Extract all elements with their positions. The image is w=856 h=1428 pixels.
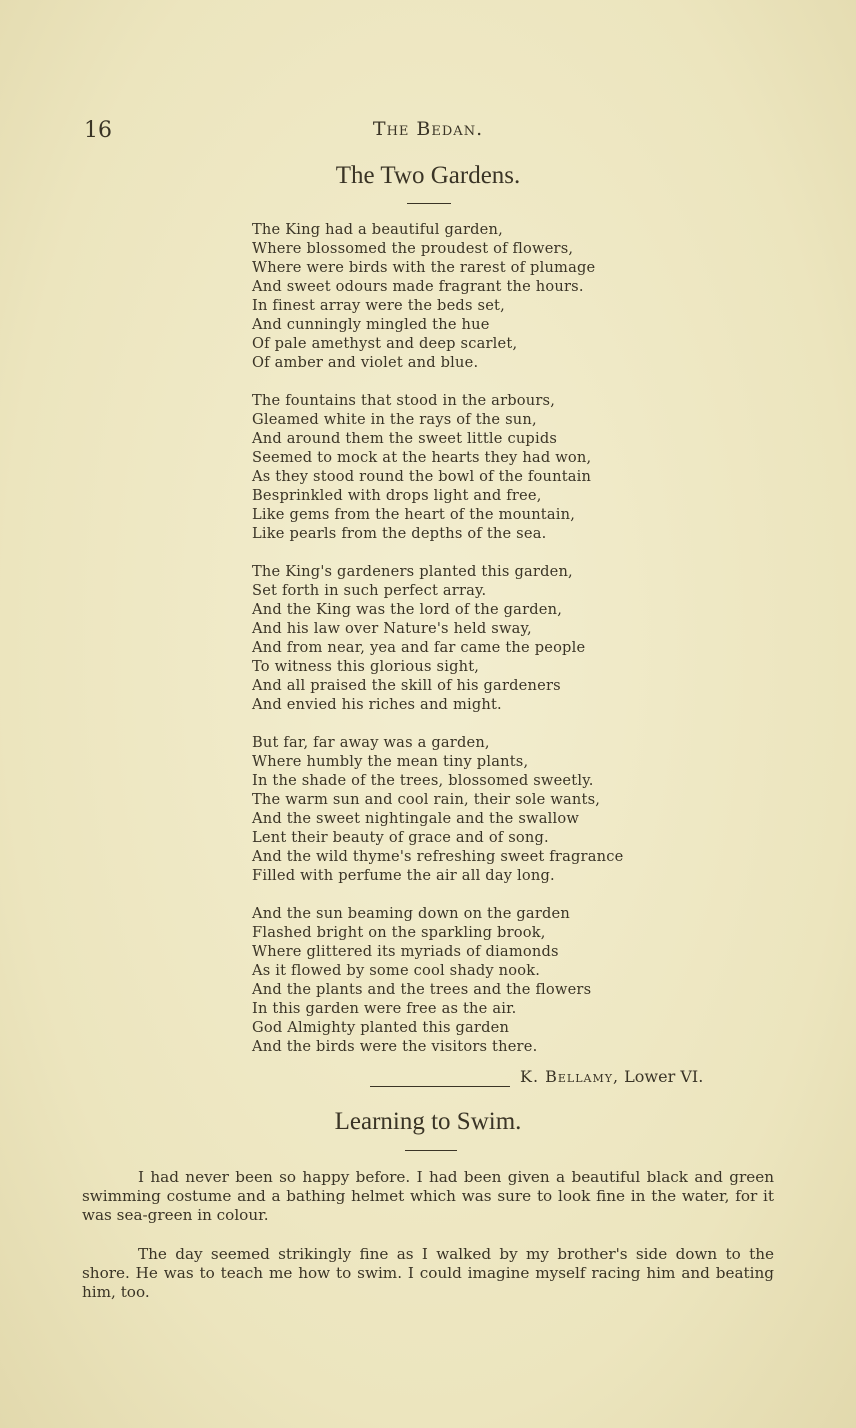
author-form: Lower VI. [624, 1067, 704, 1086]
page-number: 16 [84, 118, 112, 143]
poem-line: As they stood round the bowl of the fountain [252, 468, 592, 485]
poem-line: And all praised the skill of his gardeners [252, 677, 561, 694]
poem-line: As it flowed by some cool shady nook. [252, 962, 541, 979]
poem-line: Seemed to mock at the hearts they had won, [252, 449, 592, 466]
poem-line: The warm sun and cool rain, their sole wants, [252, 791, 601, 808]
poem-line: And the King was the lord of the garden, [252, 601, 563, 618]
poem-line: And around them the sweet little cupids [252, 430, 558, 447]
poem-line: Where humbly the mean tiny plants, [252, 753, 529, 770]
poem-line: Of amber and violet and blue. [252, 354, 479, 371]
poem-line: And the wild thyme's refreshing sweet fragrance [252, 848, 624, 865]
attribution-rule [370, 1086, 510, 1087]
poem-line: In this garden were free as the air. [252, 1000, 517, 1017]
poem-line: And cunningly mingled the hue [252, 316, 490, 333]
poem-line: And the sun beaming down on the garden [252, 905, 570, 922]
poem-line: Flashed bright on the sparkling brook, [252, 924, 546, 941]
poem-line: And his law over Nature's held sway, [252, 620, 532, 637]
poem-line: Where glittered its myriads of diamonds [252, 943, 559, 960]
poem-line: Gleamed white in the rays of the sun, [252, 411, 537, 428]
poem-line: The King's gardeners planted this garden, [252, 563, 573, 580]
poem-stanza [252, 733, 623, 885]
poem-line: But far, far away was a garden, [252, 734, 490, 751]
poem-line: And from near, yea and far came the people [252, 639, 586, 656]
poem-line: Of pale amethyst and deep scarlet, [252, 335, 518, 352]
author-name: K. Bellamy, [520, 1067, 620, 1086]
poem-line: And the birds were the visitors there. [252, 1038, 538, 1055]
poem-stanza [252, 391, 591, 543]
poem-line: God Almighty planted this garden [252, 1019, 510, 1036]
poem-line: In finest array were the beds set, [252, 297, 505, 314]
poem-line: The King had a beautiful garden, [252, 221, 503, 238]
poem-line: And envied his riches and might. [252, 696, 502, 713]
poem-line: The fountains that stood in the arbours, [252, 392, 556, 409]
poem-line: Besprinkled with drops light and free, [252, 487, 542, 504]
poem-line: Where blossomed the proudest of flowers, [252, 240, 574, 257]
title-rule [407, 203, 451, 204]
poem-line: Where were birds with the rarest of plumage [252, 259, 596, 276]
poem-line: In the shade of the trees, blossomed sweetly. [252, 772, 594, 789]
poem-stanza [252, 904, 591, 1056]
poem-line: And the plants and the trees and the flowers [252, 981, 592, 998]
attribution [520, 1067, 703, 1086]
poem-stanza [252, 220, 595, 372]
poem-line: Filled with perfume the air all day long. [252, 867, 555, 884]
essay-title: Learning to Swim. [334, 1108, 522, 1135]
poem-stanza [252, 562, 585, 714]
poem-line: Like gems from the heart of the mountain, [252, 506, 576, 523]
running-head: The Bedan. [372, 118, 484, 140]
essay-paragraph: The day seemed strikingly fine as I walked by my brother's side down to the shore. He was to teach me how to swim. I could imagine myself racing him and beating him, too. [82, 1245, 774, 1301]
title-rule [405, 1150, 457, 1151]
poem-line: Like pearls from the depths of the sea. [252, 525, 547, 542]
essay-paragraph: I had never been so happy before. I had been given a beautiful black and green swimming costume and a bathing helmet which was sure to look fine in the water, for it was sea-green in colour. [82, 1168, 774, 1224]
poem-line: Set forth in such perfect array. [252, 582, 487, 599]
poem-line: And sweet odours made fragrant the hours. [252, 278, 584, 295]
poem-title: The Two Gardens. [335, 162, 521, 189]
poem-line: To witness this glorious sight, [252, 658, 480, 675]
poem-line: And the sweet nightingale and the swallow [252, 810, 580, 827]
poem-line: Lent their beauty of grace and of song. [252, 829, 549, 846]
